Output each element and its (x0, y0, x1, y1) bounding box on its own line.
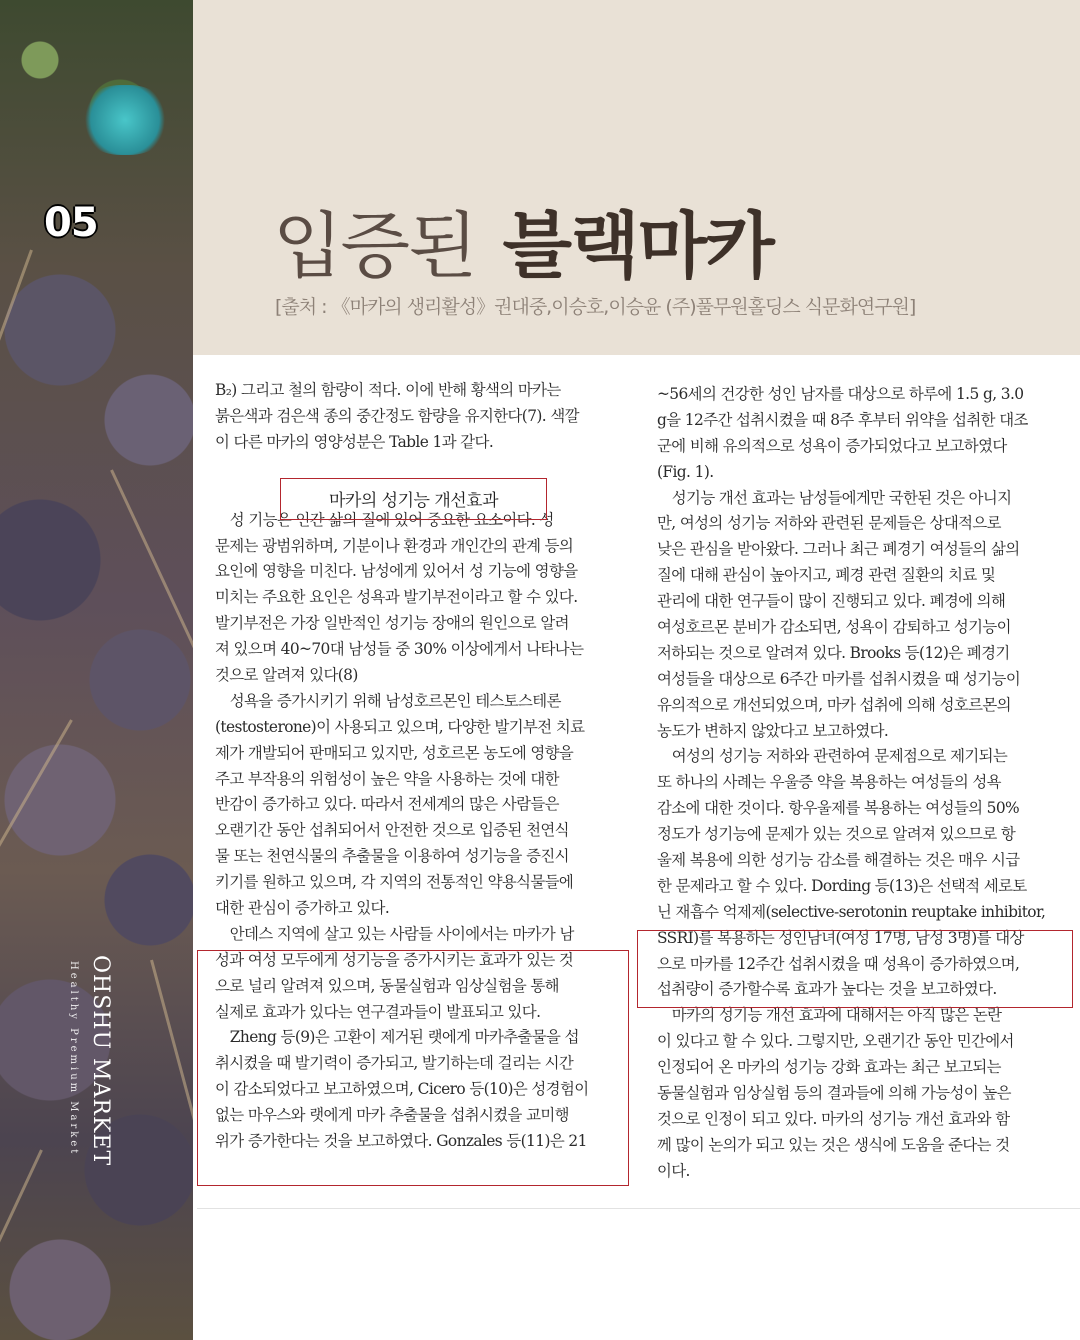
text-line: 유의적으로 개선되었으며, 마카 섭취에 의해 성호르몬의 (657, 695, 1011, 714)
right-column (657, 382, 1062, 1185)
highlight-box-right (637, 930, 1073, 1008)
text-line: 울제 복용에 의한 성기능 감소를 해결하는 것은 매우 시급 (657, 851, 1020, 870)
root-stem (0, 1149, 43, 1295)
text-line: 질에 대해 관심이 높아지고, 폐경 관련 질환의 치료 및 (657, 566, 996, 585)
root-stem (0, 719, 73, 911)
text-line: 인정되어 온 마카의 성기능 강화 효과는 최근 보고되는 (657, 1058, 1001, 1077)
text-line: 섭취량이 증가할수록 효과가 높다는 것을 보고하였다. (657, 980, 997, 999)
text-line: 저하되는 것으로 알려져 있다. Brooks 등(12)은 폐경기 (657, 643, 1010, 662)
text-line: 성과 여성 모두에게 성기능을 증가시키는 효과가 있는 것 (215, 950, 574, 969)
text-line: 성기능 개선 효과는 남성들에게만 국한된 것은 아니지 (657, 488, 1012, 507)
text-line: 성욕을 증가시키기 위해 남성호르몬인 테스토스테론 (215, 691, 561, 710)
section-number-badge: 05 (44, 200, 98, 246)
maca-photo (0, 0, 193, 1340)
text-line: 없는 마우스와 랫에게 마카 추출물을 섭취시켰을 교미행 (215, 1106, 569, 1125)
root-stem (110, 469, 193, 652)
text-line: 것으로 알려져 있다(8) (215, 666, 358, 685)
root-stem (0, 249, 33, 419)
scanned-paper (197, 360, 1080, 1208)
text-line: 미치는 주요한 요인은 성욕과 발기부전이라고 할 수 있다. (215, 588, 578, 607)
page-title (273, 188, 773, 292)
text-line: 이 감소되었다고 보고하였으며, Cicero 등(10)은 성경험이 (215, 1080, 589, 1099)
text-line: (Fig. 1). (657, 462, 714, 481)
text-line: 으로 널리 알려져 있으며, 동물실험과 임상실험을 통해 (215, 976, 559, 995)
text-line: 성 기능은 인간 삶의 질에 있어 중요한 요소이다. 성 (215, 510, 554, 529)
text-line: 져 있으며 40~70대 남성들 중 30% 이상에게서 나타나는 (215, 640, 584, 659)
text-line: 께 많이 논의가 되고 있는 것은 생식에 도움을 준다는 것 (657, 1135, 1010, 1154)
text-line: 여성의 성기능 저하와 관련하여 문제점으로 제기되는 (657, 747, 1008, 766)
section-title: 마카의 성기능 개선효과 (328, 491, 499, 511)
brand-name: OHSHU MARKET (88, 955, 113, 1167)
text-line: 실제로 효과가 있다는 연구결과들이 발표되고 있다. (215, 1002, 541, 1021)
text-line: 것으로 인정이 되고 있다. 마카의 성기능 개선 효과와 함 (657, 1109, 1010, 1128)
page-divider (197, 1208, 1080, 1209)
text-line: 농도가 변하지 않았다고 보고하였다. (657, 721, 889, 740)
text-line: 취시켰을 때 발기력이 증가되고, 발기하는데 걸리는 시간 (215, 1054, 574, 1073)
title-bold: 블랙마카 (502, 204, 773, 288)
right-body (657, 382, 1062, 1185)
text-line: 동물실험과 임상실험 등의 결과들에 의해 가능성이 높은 (657, 1084, 1011, 1103)
text-line: 낮은 관심을 받아왔다. 그러나 최근 폐경기 여성들의 삶의 (657, 540, 1020, 559)
text-line: 마카의 성기능 개선 효과에 대해서는 아직 많은 논란 (657, 1006, 1002, 1025)
text-line: 반감이 증가하고 있다. 따라서 전세계의 많은 사람들은 (215, 795, 559, 814)
text-line: 오랜기간 동안 섭취되어서 안전한 것으로 입증된 천연식 (215, 821, 569, 840)
text-line: 으로 마카를 12주간 섭취시켰을 때 성욕이 증가하였으며, (657, 954, 1020, 973)
text-line: 또 하나의 사례는 우울증 약을 복용하는 여성들의 성욕 (657, 773, 1001, 792)
header-band (193, 0, 1080, 355)
text-line: 여성호르몬 분비가 감소되면, 성욕이 감퇴하고 성기능이 (657, 618, 1011, 637)
text-line: 여성들을 대상으로 6주간 마카를 섭취시켰을 때 성기능이 (657, 669, 1021, 688)
brand-tagline: Healthy Premium Market (68, 961, 79, 1157)
text-line: g을 12주간 섭취시켰을 때 8주 후부터 위약을 섭취한 대조 (657, 410, 1028, 429)
text-line: 정도가 성기능에 문제가 있는 것으로 알려져 있으므로 항 (657, 825, 1016, 844)
root-stem (150, 960, 193, 1154)
text-line: (testosterone)이 사용되고 있으며, 다양한 발기부전 치료 (215, 717, 585, 736)
text-line: ~56세의 건강한 성인 남자를 대상으로 하루에 1.5 g, 3.0 (657, 385, 1024, 403)
text-line: 감소에 대한 것이다. 항우울제를 복용하는 여성들의 50% (657, 799, 1020, 818)
text-line: 한 문제라고 할 수 있다. Dording 등(13)은 선택적 세로토 (657, 876, 1027, 895)
text-line: SSRI)를 복용하는 성인남녀(여성 17명, 남성 3명)를 대상 (657, 928, 1024, 947)
text-line: 대한 관심이 증가하고 있다. (215, 899, 390, 918)
text-line: 요인에 영향을 미친다. 남성에게 있어서 성 기능에 영향을 (215, 562, 578, 581)
teal-object (80, 85, 170, 155)
text-line: 안데스 지역에 살고 있는 사람들 사이에서는 마카가 남 (215, 924, 574, 943)
text-line: 군에 비해 유의적으로 성욕이 증가되었다고 보고하였다 (657, 436, 1007, 455)
text-line: Zheng 등(9)은 고환이 제거된 랫에게 마카추출물을 섭 (215, 1028, 579, 1047)
text-line: 발기부전은 가장 일반적인 성기능 장애의 원인으로 알려 (215, 614, 569, 633)
text-line: 이 있다고 할 수 있다. 그렇지만, 오랜기간 동안 민간에서 (657, 1032, 1014, 1051)
left-intro (215, 378, 620, 456)
text-line: 붉은색과 검은색 종의 중간정도 함량을 유지한다(7). 색깔 (215, 406, 579, 425)
text-line: B₂) 그리고 철의 함량이 적다. 이에 반해 황색의 마카는 (215, 381, 561, 399)
text-line: 이 다른 마카의 영양성분은 Table 1과 같다. (215, 432, 494, 451)
text-line: 만, 여성의 성기능 저하와 관련된 문제들은 상대적으로 (657, 514, 1001, 533)
text-line: 물 또는 천연식물의 추출물을 이용하여 성기능을 증진시 (215, 847, 569, 866)
text-line: 닌 재흡수 억제제(selective-serotonin reuptake inhibitor, (657, 902, 1046, 921)
text-line: 주고 부작용의 위험성이 높은 약을 사용하는 것에 대한 (215, 769, 559, 788)
text-line: 이다. (657, 1161, 690, 1180)
source-citation: [출처 : 《마카의 생리활성》권대중,이승호,이승윤 (주)풀무원홀딩스 식문화연구원] (275, 296, 916, 318)
title-light: 입증된 (273, 204, 476, 288)
text-line: 문제는 광범위하며, 기분이나 환경과 개인간의 관계 등의 (215, 536, 574, 555)
highlight-box-left (197, 950, 629, 1186)
text-line: 키기를 원하고 있으며, 각 지역의 전통적인 약용식물들에 (215, 873, 574, 892)
text-line: 관리에 대한 연구들이 많이 진행되고 있다. 폐경에 의해 (657, 592, 1006, 611)
text-line: 위가 증가한다는 것을 보고하였다. Gonzales 등(11)은 21 (215, 1132, 587, 1151)
brand-watermark (60, 955, 113, 1215)
text-line: 제가 개발되어 판매되고 있지만, 성호르몬 농도에 영향을 (215, 743, 574, 762)
